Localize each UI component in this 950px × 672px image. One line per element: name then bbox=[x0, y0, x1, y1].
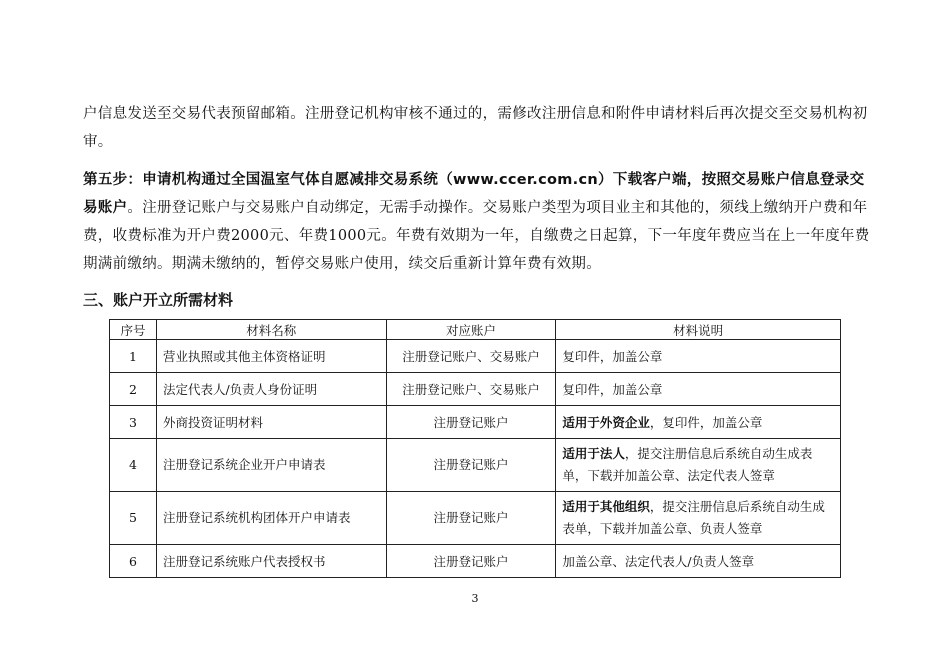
row-account: 注册登记账户 bbox=[386, 492, 556, 545]
table-row bbox=[110, 340, 841, 373]
table-row bbox=[110, 406, 841, 439]
row-material: 注册登记系统账户代表授权书 bbox=[156, 545, 386, 578]
row-material: 注册登记系统企业开户申请表 bbox=[156, 439, 386, 492]
row-description-bold: 适用于法人 bbox=[562, 446, 625, 461]
row-account: 注册登记账户、交易账户 bbox=[386, 340, 556, 373]
row-material: 注册登记系统机构团体开户申请表 bbox=[156, 492, 386, 545]
row-description bbox=[556, 373, 841, 406]
header-seq: 序号 bbox=[110, 320, 157, 340]
row-no: 4 bbox=[110, 439, 157, 492]
row-account: 注册登记账户 bbox=[386, 439, 556, 492]
step-five-label: 第五步： bbox=[83, 172, 143, 188]
row-material: 营业执照或其他主体资格证明 bbox=[156, 340, 386, 373]
row-no: 6 bbox=[110, 545, 157, 578]
row-description-text: 复印件，加盖公章 bbox=[562, 349, 663, 364]
row-account: 注册登记账户、交易账户 bbox=[386, 373, 556, 406]
table-row bbox=[110, 439, 841, 492]
row-description bbox=[556, 492, 841, 545]
header-account: 对应账户 bbox=[386, 320, 556, 340]
row-description-text: 加盖公章、法定代表人/负责人签章 bbox=[562, 554, 755, 569]
table-header-row bbox=[110, 320, 841, 340]
table-row bbox=[110, 492, 841, 545]
paragraph-step-four-end: 户信息发送至交易代表预留邮箱。注册登记机构审核不通过的，需修改注册信息和附件申请材料后再次提交至交易机构初审。 bbox=[83, 106, 868, 150]
header-description: 材料说明 bbox=[556, 320, 841, 340]
row-description-text: ，提交注册信息后系统自动生成表单，下载并加盖公章、负责人签章 bbox=[562, 499, 825, 536]
row-account: 注册登记账户 bbox=[386, 406, 556, 439]
row-description-text: ，提交注册信息后系统自动生成表单，下载并加盖公章、法定代表人签章 bbox=[562, 446, 813, 483]
row-material: 外商投资证明材料 bbox=[156, 406, 386, 439]
header-material: 材料名称 bbox=[156, 320, 386, 340]
page-number: 3 bbox=[471, 592, 479, 605]
paragraph-step-five bbox=[83, 166, 873, 278]
section-heading: 三、账户开立所需材料 bbox=[83, 291, 234, 309]
row-no: 5 bbox=[110, 492, 157, 545]
row-description-text: 复印件，加盖公章 bbox=[562, 382, 663, 397]
table-row bbox=[110, 373, 841, 406]
row-account: 注册登记账户 bbox=[386, 545, 556, 578]
materials-table bbox=[109, 319, 841, 578]
row-no: 1 bbox=[110, 340, 157, 373]
step-five-bold-text: 申请机构通过全国温室气体自愿减排交易系统（www.ccer.com.cn）下载客户端，按照交易账户信息登录交易账户 bbox=[83, 172, 865, 216]
row-description bbox=[556, 406, 841, 439]
table-row bbox=[110, 545, 841, 578]
row-description-bold: 适用于外资企业 bbox=[562, 415, 650, 430]
row-description bbox=[556, 340, 841, 373]
row-description bbox=[556, 545, 841, 578]
row-description-text: ，复印件，加盖公章 bbox=[649, 415, 763, 430]
row-material: 法定代表人/负责人身份证明 bbox=[156, 373, 386, 406]
row-no: 2 bbox=[110, 373, 157, 406]
row-description bbox=[556, 439, 841, 492]
step-five-text: 。注册登记账户与交易账户自动绑定，无需手动操作。交易账户类型为项目业主和其他的，须线上缴纳开户费和年费，收费标准为开户费2000元、年费1000元。年费有效期为一年，自缴费之日起算，下一年度年费应当在上一年度年费期满前缴纳。期满未缴纳的，暂停交易账户使用，续交后重新计算年费有效期。 bbox=[83, 200, 870, 272]
row-no: 3 bbox=[110, 406, 157, 439]
row-description-bold: 适用于其他组织 bbox=[562, 499, 650, 514]
